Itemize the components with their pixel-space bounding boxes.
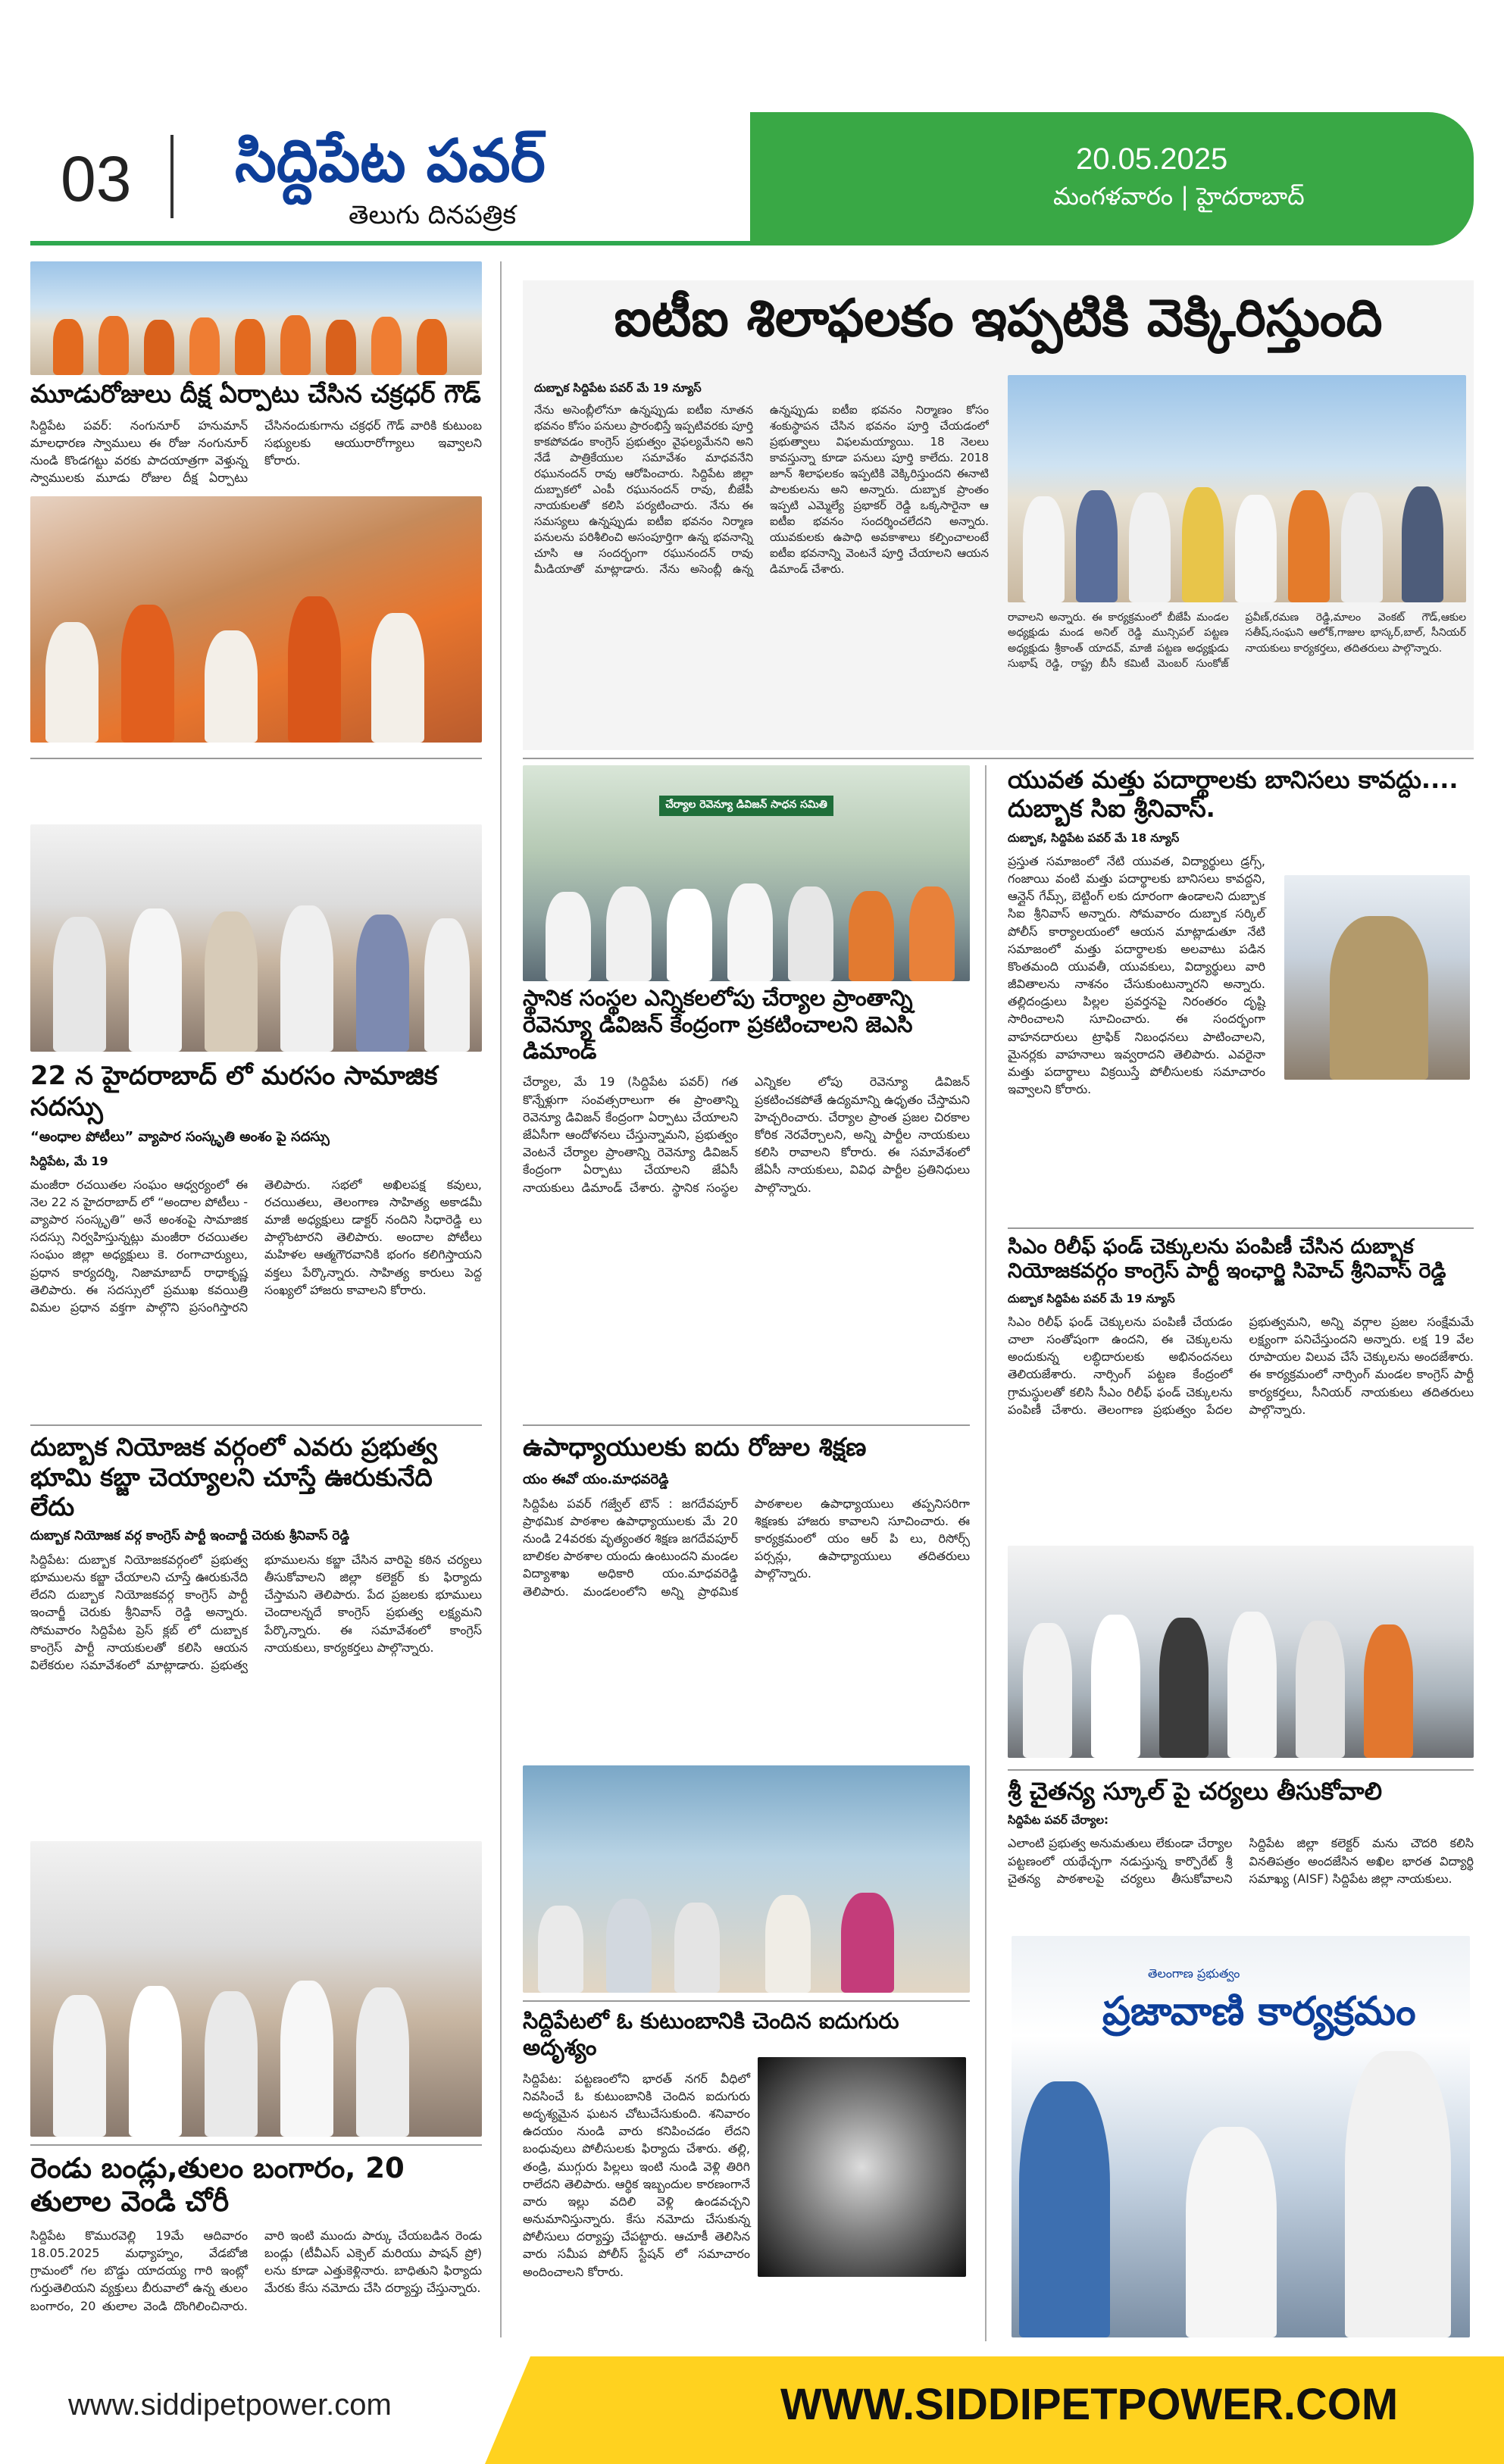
person — [1227, 1612, 1277, 1758]
people-group — [1008, 1599, 1474, 1758]
column-separator — [500, 261, 502, 2337]
cmrf-byline: దుబ్బాక సిద్దిపేట పవర్ మే 19 న్యూస్ — [1008, 1291, 1175, 1305]
masthead — [30, 112, 1474, 245]
column-rule — [30, 1424, 482, 1426]
person — [1023, 496, 1065, 602]
person — [371, 317, 402, 375]
person — [1186, 2127, 1277, 2337]
person — [788, 886, 833, 981]
person — [1159, 1618, 1209, 1758]
column-separator — [985, 765, 987, 2341]
person — [606, 1899, 652, 1993]
sadassu-place: సిద్దిపేట, మే 19 — [30, 1153, 108, 1168]
people-group — [30, 1959, 482, 2137]
person — [546, 892, 591, 981]
person — [538, 1906, 583, 1993]
iti-byline: దుబ్బాక సిద్దిపేట పవర్ మే 19 న్యూస్ — [534, 381, 702, 395]
person — [1345, 2051, 1451, 2337]
person — [356, 1987, 409, 2137]
person — [674, 1903, 720, 1993]
chaitanya-body: ఎలాంటి ప్రభుత్వ అనుమతులు లేకుండా చేర్యాల పట్టణంలో యథేచ్ఛగా నడుస్తున్న కార్పొరేట్ శ్రీ చైతన్య పాఠశాలపై చర్యలు తీసుకోవాలని సిద్దిపేట జిల్లా కలెక్టర్ మను చౌదరి కలిసి వినతిపత్రం అందజేసిన అఖిల భారత విద్యార్థి సమాఖ్య (AISF) సిద్దిపేట జిల్లా నాయకులు. — [1008, 1836, 1474, 1886]
yuvatha-body: ప్రస్తుత సమాజంలో నేటి యువత, విద్యార్థులు డ్రగ్స్, గంజాయి వంటి మత్తు పదార్థాలకు బానిసలు కావద్దని, ఆన్లైన్ గేమ్స్, బెట్టింగ్ లకు దూరంగా ఉండాలని దుబ్బాక సిఐ శ్రీనివాస్ అన్నారు. సోమవారం దుబ్బాక సర్కిల్ పోలీస్ కార్యాలయంలో ఆయన మాట్లాడుతూ నేటి సమాజంలో మత్తు పదార్థాలకు అలవాటు పడిన కొంతమంది యువతీ, యువకులు, విద్యార్థులు వారి జీవితాలను నాశనం చేసుకుంటున్నారని అన్నారు. తల్లిదండ్రులు పిల్లల ప్రవర్తనపై నిరంతరం దృష్టి సారించాలని సూచించారు. ఈ సందర్భంగా వాహనదారులు ట్రాఫిక్ నిబంధనలు పాటించాలని, మైనర్లకు వాహనాలు ఇవ్వరాదని తెలిపారు. ఎవరైనా మత్తు పదార్థాలు విక్రయిస్తే పోలీసులకు సమాచారం ఇవ్వాలని కోరారు. — [1008, 853, 1265, 1097]
person — [98, 316, 129, 375]
person — [1091, 1615, 1140, 1758]
upadhyayulu-headline: ఉపాధ్యాయులకు ఐదు రోజుల శిక్షణ — [523, 1432, 867, 1462]
person — [909, 886, 955, 981]
adrushyam-headline: సిద్దిపేటలో ఓ కుటుంబానికి చెందిన ఐదుగురు అదృశ్యం — [523, 2008, 899, 2060]
praja-banner-sub: తెలంగాణ ప్రభుత్వం — [1148, 1966, 1240, 1981]
cheryala-photo-banner: చేర్యాల రెవెన్యూ డివిజన్ సాధన సమితి — [659, 796, 833, 816]
person — [53, 1995, 106, 2137]
person — [1076, 490, 1118, 603]
sadassu-byline: “అంధాల పోటీలు” వ్యాపార సంస్కృతి అంశం పై సదస్సు — [30, 1128, 330, 1145]
person — [121, 605, 174, 743]
upadhyayulu-byline: యం ఈవో యం.మాధవరెడ్డి — [523, 1471, 669, 1487]
person — [129, 908, 182, 1052]
person — [1019, 2081, 1110, 2337]
person — [205, 1991, 258, 2137]
bhumi-body: సిద్దిపేట: దుబ్బాక నియోజకవర్గంలో ప్రభుత్వ భూములను కబ్జా చేయాలని చూస్తే ఊరుకునేది లేదని దుబ్బాక నియోజకవర్గ కాంగ్రెస్ పార్టీ ఇంచార్జీ చెరుకు శ్రీనివాస్ రెడ్డి అన్నారు. సోమవారం సిద్దిపేట ప్రెస్ క్లబ్ లో దుబ్బాక కాంగ్రెస్ పార్టీ నాయకులతో కలిసి ఆయన విలేకరుల సమావేశంలో మాట్లాడారు. ప్రభుత్వ భూములను కబ్జా చేసిన వారిపై కఠిన చర్యలు తీసుకోవాలని జిల్లా కలెక్టర్ కు ఫిర్యాదు చేస్తామని తెలిపారు. పేద ప్రజలకు భూములు చెందాలన్నదే కాంగ్రెస్ ప్రభుత్వ లక్ష్యమని పేర్కొన్నారు. ఈ సమావేశంలో కాంగ్రెస్ నాయకులు, కార్యకర్తలు పాల్గొన్నారు. — [30, 1552, 482, 1672]
deeksha-headline: మూడురోజులు దీక్ష ఏర్పాటు చేసిన చక్రధర్ గౌడ్ — [30, 379, 481, 408]
column-rule — [523, 2000, 970, 2002]
person — [1235, 495, 1277, 602]
bhumi-headline: దుబ్బాక నియోజక వర్గంలో ఎవరు ప్రభుత్వ భూమి కబ్జా చెయ్యాలని చూస్తే ఊరుకునేది లేదు — [30, 1432, 438, 1522]
person — [53, 917, 106, 1052]
footer-website-link[interactable]: www.siddipetpower.com — [68, 2388, 392, 2422]
yuvatha-byline: దుబ్బాక, సిద్దిపేట పవర్ మే 18 న్యూస్ — [1008, 830, 1180, 845]
person — [1402, 486, 1443, 602]
chaitanya-headline: శ్రీ చైతన్య స్కూల్ పై చర్యలు తీసుకోవాలి — [1008, 1777, 1383, 1806]
sadassu-photo — [30, 824, 482, 1052]
issue-day-city: మంగళవారం | హైదరాబాద్ — [1053, 182, 1305, 211]
masthead-right — [750, 112, 1474, 245]
column-rule — [30, 758, 482, 759]
people-group — [523, 862, 970, 981]
person — [189, 317, 220, 375]
people-group — [30, 313, 482, 376]
praja-banner: ప్రజావాణి కార్యక్రమం — [1102, 1989, 1416, 2034]
deeksha-photo-1 — [30, 261, 482, 375]
sadassu-body: మంజీరా రచయితల సంఘం ఆధ్వర్యంలో ఈ నెల 22 న హైదరాబాద్ లో “అందాల పోటీలు - వ్యాపార సంస్కృతి” అనే అంశంపై సామాజిక సదస్సు నిర్వహిస్తున్నట్లు మంజీరా రచయితల సంఘం జిల్లా అధ్యక్షులు కె. రంగాచార్యులు, ప్రధాన కార్యదర్శి, నిజామాబాద్ రాధాకృష్ణ తెలిపారు. ఈ సదస్సులో ప్రముఖ కవయిత్రి విమల ప్రధాన వక్తగా పాల్గొని ప్రసంగిస్తారని తెలిపారు. సభలో అఖిలపక్ష కవులు, రచయితలు, తెలంగాణ సాహిత్య అకాడమీ మాజీ అధ్యక్షులు డాక్టర్ నందిని సిధారెడ్డి లు పాల్గొంటారని తెలిపారు. అందాల పోటీలు మహిళల ఆత్మగౌరవానికి భంగం కలిగిస్తాయని వక్తలు పేర్కొన్నారు. సాహిత్య కారులు పెద్ద సంఖ్యలో హాజరు కావాలని కోరారు. — [30, 1177, 482, 1315]
iti-caption-1-text: రావాలని అన్నారు. ఈ కార్యక్రమంలో బీజేపీ మండల అధ్యక్షుడు మండ అనిల్ రెడ్డి మున్సిపల్ పట్టణ అధ్యక్షుడు శ్రీకాంత్ యాదవ్, మాజీ పట్టణ అధ్యక్షుడు సుభాష్ రెడ్డి, రాష్ట్ర బీసీ కమిటీ మెంబర్ సుంకోజ్ — [1008, 611, 1229, 670]
masthead-left — [30, 112, 750, 245]
person — [288, 596, 341, 743]
person — [144, 320, 174, 375]
cheryala-headline: స్థానిక సంస్థల ఎన్నికలలోపు చేర్యాల ప్రాంతాన్ని రెవెన్యూ డివిజన్ కేంద్రంగా ప్రకటించాలని జెఎసి డిమాండ్ — [523, 985, 913, 1064]
iti-caption-1 — [1008, 610, 1466, 671]
footer — [0, 2349, 1504, 2464]
iti-caption-2-text: ప్రవీణ్,రమణ రెడ్డి,మాలం వెంకట్ గౌడ్,ఆకుల సతీష్,సంఘని ఆలోక్,గాజుల భాస్కర్,బాల్, సీనియర్ నాయకులు కార్యకర్తలు, తదితరులు పాల్గొన్నారు. — [1245, 611, 1466, 655]
person — [849, 891, 894, 981]
masthead-divider — [170, 135, 174, 218]
column-rule — [1008, 1769, 1474, 1771]
newspaper-tagline: తెలుగు దినపత్రిక — [349, 200, 517, 230]
people-group — [30, 893, 482, 1052]
iti-text — [534, 375, 989, 743]
chaitanya-article — [1008, 1777, 1474, 1932]
cheryala-body: చేర్యాల, మే 19 (సిద్దిపేట పవర్) గత కొన్నేళ్లుగా సంవత్సరాలుగా ఈ ప్రాంతాన్ని రెవెన్యూ డివిజన్ కేంద్రంగా ఏర్పాటు చేయాలని జేఏసీగా ఆందోళనలు చేస్తున్నామని, ప్రభుత్వం వెంటనే చేర్యాల ప్రాంతాన్ని రెవెన్యూ డివిజన్ కేంద్రంగా ఏర్పాటు చేయాలని జేఏసీ నాయకులు డిమాండ్ చేశారు. స్థానిక సంస్థల ఎన్నికల లోపు రెవెన్యూ డివిజన్ ప్రకటించకపోతే ఉద్యమాన్ని ఉధృతం చేస్తామని హెచ్చరించారు. చేర్యాల ప్రాంత ప్రజల చిరకాల కోరిక నెరవేర్చాలని, అన్ని పార్టీల నాయకులు కలిసి రావాలని కోరారు. ఈ సమావేశంలో జేఏసీ నాయకులు, వివిధ పార్టీల ప్రతినిధులు పాల్గొన్నారు. — [523, 1074, 970, 1195]
deeksha-photo-2 — [30, 496, 482, 743]
yuvatha-headline: యువత మత్తు పదార్థాలకు బానిసలు కావద్దు.... దుబ్బాక సిఐ శ్రీనివాస్. — [1008, 765, 1459, 824]
person — [606, 886, 652, 981]
cmrf-headline: సిఎం రిలీఫ్ ఫండ్ చెక్కులను పంపిణీ చేసిన దుబ్బాక నియోజకవర్గం కాంగ్రెస్ పార్టీ ఇంఛార్జి సిహెచ్ శ్రీనివాస్ రెడ్డి — [1008, 1235, 1446, 1284]
people-group — [1012, 2037, 1470, 2338]
bhumi-photo — [30, 1841, 482, 2137]
section-rule — [523, 758, 1474, 759]
person — [765, 1895, 811, 1993]
person — [1330, 916, 1428, 1080]
person — [371, 613, 424, 743]
person — [235, 319, 265, 375]
sadassu-article — [30, 1061, 482, 1417]
footer-website-banner[interactable]: WWW.SIDDIPETPOWER.COM — [780, 2380, 1399, 2429]
column-rule — [1008, 1227, 1474, 1229]
upadhyayulu-photo — [523, 1765, 970, 1993]
chori-article — [30, 2152, 482, 2341]
cheryala-photo — [523, 765, 970, 981]
person — [1288, 490, 1330, 603]
column-rule — [523, 1424, 970, 1426]
person — [1341, 492, 1383, 602]
bhumi-article — [30, 1432, 482, 1796]
person — [280, 315, 311, 375]
person — [280, 905, 333, 1052]
upadhyayulu-body: సిద్దిపేట పవర్ గజ్వేల్ టౌన్ : జగదేవపూర్ ప్రాథమిక పాఠశాల ఉపాధ్యాయులకు మే 20 నుండి 24వరకు వృత్యంతర శిక్షణ జగదేవపూర్ బాలికల పాఠశాల యందు ఉంటుందని మండల విద్యాశాఖ అధికారి యం.మాధవరెడ్డి తెలిపారు. మండలంలోని అన్ని ప్రాథమిక పాఠశాలల ఉపాధ్యాయులు తప్పనిసరిగా శిక్షణకు హాజరు కావాలని సూచించారు. ఈ కార్యక్రమంలో యం ఆర్ పి లు, రిసోర్స్ పర్సన్లు, ఉపాధ్యాయులు తదితరులు పాల్గొన్నారు. — [523, 1496, 970, 1599]
bhumi-byline: దుబ్బాక నియోజక వర్గ కాంగ్రెస్ పార్టీ ఇంచార్జీ చెరుకు శ్రీనివాస్ రెడ్డి — [30, 1527, 350, 1543]
person — [1023, 1623, 1072, 1759]
person — [53, 319, 83, 375]
person — [45, 622, 98, 743]
person — [129, 1986, 182, 2137]
deeksha-article — [30, 379, 482, 492]
people-group — [1008, 477, 1466, 602]
chori-headline: రెండు బండ్లు,తులం బంగారం, 20 తులాల వెండి చోరీ — [30, 2152, 405, 2219]
person — [205, 630, 258, 743]
newspaper-brand: సిద్దిపేట పవర్ — [235, 127, 546, 195]
iti-captions — [1008, 610, 1466, 746]
iti-headline: ఐటీఐ శిలాఫలకం ఇప్పటికి వెక్కిరిస్తుంది — [614, 289, 1383, 349]
person — [667, 889, 712, 981]
chaitanya-byline: సిద్దిపేట పవర్ చేర్యాల: — [1008, 1813, 1108, 1828]
adrushyam-body: సిద్దిపేట: పట్టణంలోని భారత్ నగర్ వీధిలో నివసించే ఓ కుటుంబానికి చెందిన ఐదుగురు అదృశ్యమైన ఘటన చోటుచేసుకుంది. శనివారం ఉదయం నుండి వారు కనిపించడం లేదని బంధువులు పోలీసులకు ఫిర్యాదు చేశారు. తల్లి, తండ్రి, ముగ్గురు పిల్లలు ఇంటి నుండి వెళ్లి తిరిగి రాలేదని తెలిపారు. ఆర్థిక ఇబ్బందుల కారణంగానే వారు ఇల్లు వదిలి వెళ్లి ఉండవచ్చని అనుమానిస్తున్నారు. కేసు నమోదు చేసుకున్న పోలీసులు దర్యాప్తు చేపట్టారు. ఆచూకీ తెలిసిన వారు సమీప పోలీస్ స్టేషన్ లో సమాచారం అందించాలని కోరారు. — [523, 2071, 750, 2279]
person — [356, 915, 409, 1052]
cmrf-photo — [1008, 1546, 1474, 1758]
person — [1296, 1621, 1345, 1758]
people-group — [523, 1868, 970, 1993]
person — [205, 911, 258, 1052]
person — [1182, 487, 1224, 602]
chaitanya-photo — [1012, 1936, 1470, 2337]
person — [417, 319, 447, 375]
issue-date: 20.05.2025 — [1076, 142, 1228, 176]
adrushyam-photo — [758, 2057, 966, 2277]
cmrf-body: సిఎం రిలీఫ్ ఫండ్ చెక్కులను పంపిణీ చేయడం చాలా సంతోషంగా ఉందని, ఈ చెక్కులను అందుకున్న లబ్ధిదారులకు అభినందనలు తెలియజేశారు. నార్సింగ్ పట్టణ కేంద్రంలో గ్రామస్థులతో కలిసి సీఎం రిలీఫ్ ఫండ్ చెక్కులను పంపిణీ చేశారు. తెలంగాణ ప్రభుత్వం పేదల ప్రభుత్వమని, అన్ని వర్గాల ప్రజల సంక్షేమమే లక్ష్యంగా పనిచేస్తుందని అన్నారు. లక్ష 19 వేల రూపాయల విలువ చేసే చెక్కులను అందజేశారు. ఈ కార్యక్రమంలో నార్సింగ్ మండల కాంగ్రెస్ పార్టీ కార్యకర్తలు, సీనియర్ నాయకులు తదితరులు పాల్గొన్నారు. — [1008, 1314, 1474, 1417]
person — [326, 320, 356, 375]
person — [424, 918, 470, 1052]
cmrf-article — [1008, 1235, 1474, 1538]
person — [1129, 492, 1171, 602]
sadassu-headline: 22 న హైదరాబాద్ లో మరసం సామాజిక సదస్సు — [30, 1061, 438, 1122]
cheryala-article — [523, 985, 970, 1413]
iti-photo — [1008, 375, 1466, 602]
upadhyayulu-article — [523, 1432, 970, 1758]
person — [280, 1981, 333, 2137]
iti-body: నేను అసెంబ్లీలోనూ ఉన్నప్పుడు ఐటీఐ నూతన భవనం కోసం పనులు ప్రారంభిస్తే ఇప్పటివరకు పూర్తి కాకపోవడం కాంగ్రెస్ ప్రభుత్వం వైఫల్యమేనని అని నేడే పాత్రికేయుల సమావేశం మాధవనేని రఘునందన్ రావు ఆరోపించారు. సిద్దిపేట జిల్లా దుబ్బాకలో ఎంపీ రఘునందన్ రావు, బీజేపీ నాయకులతో కలిసి పర్యటించారు. నేను ఈ సమస్యలు ఉన్నప్పుడు ఐటీఐ భవనం నిర్మాణ పనులను పరిశీలించి అసంపూర్తిగా ఉన్న భవనాన్ని చూసి ఆ సందర్భంగా రఘునందన్ రావు మీడియాతో మాట్లాడారు. నేను అసెంబ్లీ ఉన్న ఉన్నప్పుడు ఐటీఐ భవనం నిర్మాణం కోసం శంకుస్థాపన చేసిన భవనం పూర్తి చేయడంలో ప్రభుత్వాలు విఫలమయ్యాయి. 18 నెలలు కావస్తున్నా కూడా పనులు పూర్తి కాలేదు. 2018 జూన్ శిలాఫలకం ఇప్పటికి వెక్కిరిస్తుందని ఈనాటి పాలకులను అని అన్నారు. దుబ్బాక ప్రాంతం ఇప్పటి ఎమ్మెల్యే ప్రభాకర్ రెడ్డి ఒక్కసారైనా ఆ ఐటీఐ భవనం సందర్శించలేదని అన్నారు. యువకులకు ఉపాధి అవకాశాలు కల్పించాలంటే ఐటీఐ భవనాన్ని వెంటనే పూర్తి చేయాలని ఆయన డిమాండ్ చేశారు. — [534, 403, 989, 576]
person — [727, 883, 773, 981]
yuvatha-photo — [1284, 875, 1470, 1080]
person — [1364, 1624, 1413, 1758]
page-number: 03 — [61, 143, 132, 214]
people-group — [30, 571, 482, 743]
column-rule — [30, 2144, 482, 2146]
deeksha-body: సిద్దిపేట పవర్: నంగునూర్ హనుమాన్ మాలధారణ స్వాములు ఈ రోజు నంగునూర్ నుండి కొండగట్టు వరకు పాదయాత్రగా వెళ్తున్న స్వాములకు మూడు రోజుల దీక్ష ఏర్పాటు చేసినందుకుగాను చక్రధర్ గౌడ్ వారికి కుటుంబ సభ్యులకు ఆయురారోగ్యాలు ఇవ్వాలని కోరారు. — [30, 417, 482, 486]
chori-body: సిద్దిపేట కొమురవెల్లి 19మే ఆదివారం 18.05.2025 మధ్యాహ్నం, వేడబోజి గ్రామంలో గల బొడ్డు యాదయ్య గారి ఇంట్లో గుర్తుతెలియని వ్యక్తులు బీరువాలో ఉన్న తులం బంగారం, 20 తులాల వెండి దొంగిలించినారు. వారి ఇంటి ముందు పార్కు చేయబడిన రెండు బండ్లు (టీవీఎస్ ఎక్సెల్ మరియు పాషన్ ప్రో) లను కూడా ఎత్తుకెళ్లినారు. బాధితుని ఫిర్యాదు మేరకు కేసు నమోదు చేసి దర్యాప్తు చేస్తున్నారు. — [30, 2228, 482, 2313]
person — [841, 1893, 894, 1993]
